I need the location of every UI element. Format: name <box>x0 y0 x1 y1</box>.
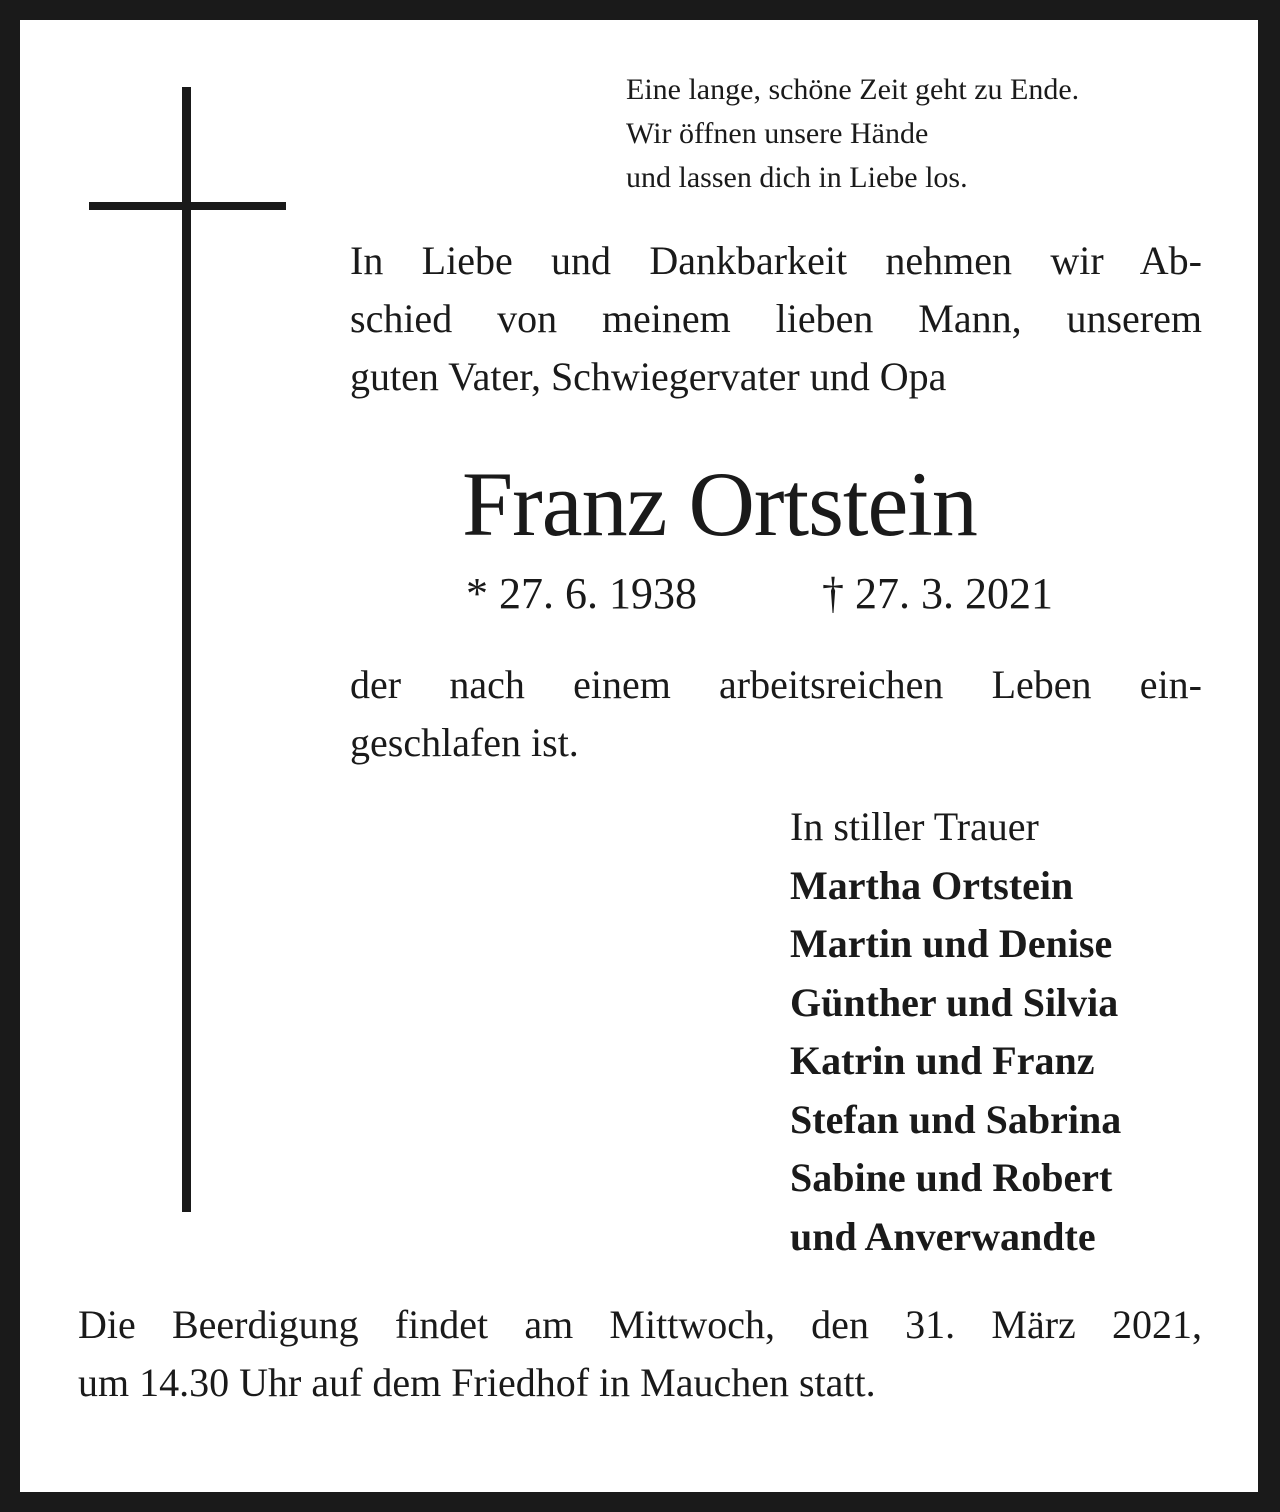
funeral-line: um 14.30 Uhr auf dem Friedhof in Mauchen statt. <box>78 1360 876 1405</box>
cross-icon <box>182 87 191 1212</box>
intro-line: schied von meinem lieben Mann, unserem <box>350 296 1202 341</box>
quote-line: Wir öffnen unsere Hände <box>626 117 929 150</box>
middle-text <box>350 656 1202 772</box>
deceased-name: Franz Ortstein <box>462 453 977 555</box>
mourner-name: und Anverwandte <box>790 1213 1096 1259</box>
mourner-name: Stefan und Sabrina <box>790 1096 1122 1142</box>
mourners-block <box>790 798 1121 1266</box>
mourner-name: Martha Ortstein <box>790 862 1074 908</box>
middle-line: geschlafen ist. <box>350 720 579 765</box>
intro-text <box>350 232 1202 406</box>
intro-line: guten Vater, Schwiegervater und Opa <box>350 354 947 399</box>
memorial-quote <box>626 68 1079 200</box>
mourner-name: Sabine und Robert <box>790 1155 1113 1200</box>
birth-date: * 27. 6. 1938 <box>466 569 697 618</box>
mourner-name: Katrin und Franz <box>790 1038 1095 1083</box>
funeral-notice <box>78 1296 1202 1412</box>
mourner-name: Günther und Silvia <box>790 979 1119 1025</box>
mourners-heading: In stiller Trauer <box>790 804 1039 849</box>
quote-line: Eine lange, schöne Zeit geht zu Ende. <box>626 73 1080 106</box>
quote-line: und lassen dich in Liebe los. <box>626 161 968 194</box>
death-date: † 27. 3. 2021 <box>822 569 1053 618</box>
middle-line: der nach einem arbeitsreichen Leben ein- <box>350 662 1202 707</box>
funeral-line: Die Beerdigung findet am Mittwoch, den 31. März 2021, <box>78 1302 1202 1347</box>
mourner-name: Martin und Denise <box>790 921 1113 966</box>
intro-line: In Liebe und Dankbarkeit nehmen wir Ab- <box>350 238 1202 283</box>
cross-icon-crossbar <box>89 202 286 210</box>
